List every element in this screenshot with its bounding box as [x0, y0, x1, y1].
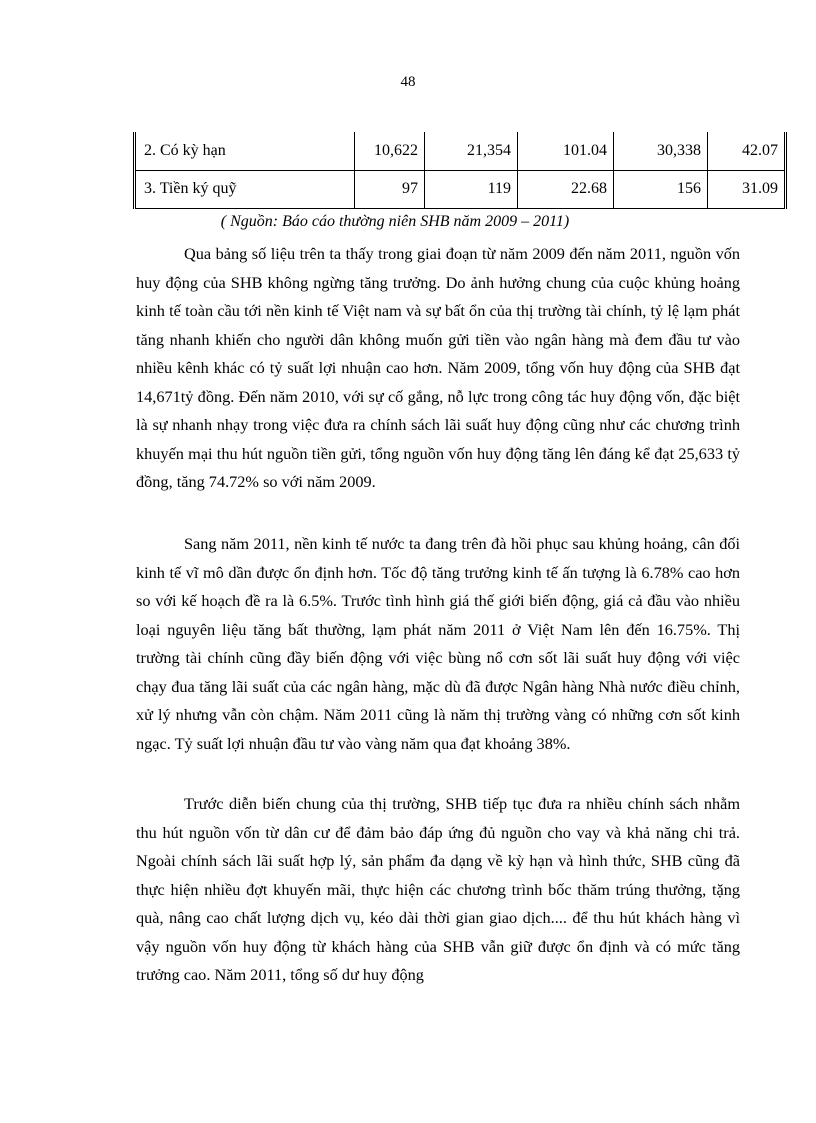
page-number: 48 [400, 74, 416, 90]
table-cell: 31.09 [708, 170, 786, 208]
table-source-note: ( Nguồn: Báo cáo thường niên SHB năm 2009 – 2011) [220, 213, 570, 230]
table-cell: 10,622 [355, 132, 425, 170]
table-cell: 156 [614, 170, 708, 208]
table-cell: 119 [425, 170, 518, 208]
table-row [135, 132, 786, 170]
table-cell: 101.04 [518, 132, 614, 170]
table-row-label: 2. Có kỳ hạn [135, 132, 355, 170]
table-row-label: 3. Tiền ký quỹ [135, 170, 355, 208]
capital-table [133, 132, 787, 209]
table-cell: 42.07 [708, 132, 786, 170]
body-paragraph: Trước diễn biến chung của thị trường, SHB tiếp tục đưa ra nhiều chính sách nhằm thu hút nguồn vốn từ dân cư để đảm bảo đáp ứng đủ nguồn cho vay và khả năng chi trả. Ngoài chính sách lãi suất hợp lý, sản phẩm đa dạng về kỳ hạn và hình thức, SHB cũng đã thực hiện nhiều đợt khuyến mãi, thực hiện các chương trình bốc thăm trúng thưởng, tặng quà, nâng cao chất lượng dịch vụ, kéo dài thời gian giao dịch.... để thu hút khách hàng vì vậy nguồn vốn huy động từ khách hàng của SHB vẫn giữ được ổn định và có mức tăng trưởng cao. Năm 2011, tổng số dư huy động [136, 794, 740, 984]
table-row [135, 170, 786, 208]
table-cell: 97 [355, 170, 425, 208]
table-cell: 22.68 [518, 170, 614, 208]
body-paragraph: Sang năm 2011, nền kinh tế nước ta đang trên đà hồi phục sau khủng hoảng, cân đối kinh tế vĩ mô dần được ổn định hơn. Tốc độ tăng trưởng kinh tế ấn tượng là 6.78% cao hơn so với kế hoạch đề ra là 6.5%. Trước tình hình giá thế giới biến động, giá cả đầu vào nhiều loại nguyên liệu tăng bất thường, lạm phát năm 2011 ở Việt Nam lên đến 16.75%. Thị trường tài chính cũng đầy biến động với việc bùng nổ cơn sốt lãi suất huy động với việc chạy đua tăng lãi suất của các ngân hàng, mặc dù đã được Ngân hàng Nhà nước điều chỉnh, xử lý nhưng vẫn còn chậm. Năm 2011 cũng là năm thị trường vàng có những cơn sốt kinh ngạc. Tỷ suất lợi nhuận đầu tư vào vàng năm qua đạt khoảng 38%. [136, 534, 740, 753]
table-cell: 30,338 [614, 132, 708, 170]
body-paragraph: Qua bảng số liệu trên ta thấy trong giai đoạn từ năm 2009 đến năm 2011, nguồn vốn huy động của SHB không ngừng tăng trưởng. Do ảnh hưởng chung của cuộc khủng hoảng kinh tế toàn cầu tới nền kinh tế Việt nam và sự bất ổn của thị trường tài chính, tỷ lệ lạm phát tăng nhanh khiến cho người dân không muốn gửi tiền vào ngân hàng mà đem đầu tư vào nhiều kênh khác có tỷ suất lợi nhuận cao hơn. Năm 2009, tổng vốn huy động của SHB đạt 14,671tỷ đồng. Đến năm 2010, với sự cố gắng, nỗ lực trong công tác huy động vốn, đặc biệt là sự nhanh nhạy trong việc đưa ra chính sách lãi suất huy động cũng như các chương trình khuyến mại thu hút nguồn tiền gửi, tổng nguồn vốn huy động tăng lên đáng kể đạt 25,633 tỷ đồng, tăng 74.72% so với năm 2009. [136, 244, 740, 491]
table-cell: 21,354 [425, 132, 518, 170]
